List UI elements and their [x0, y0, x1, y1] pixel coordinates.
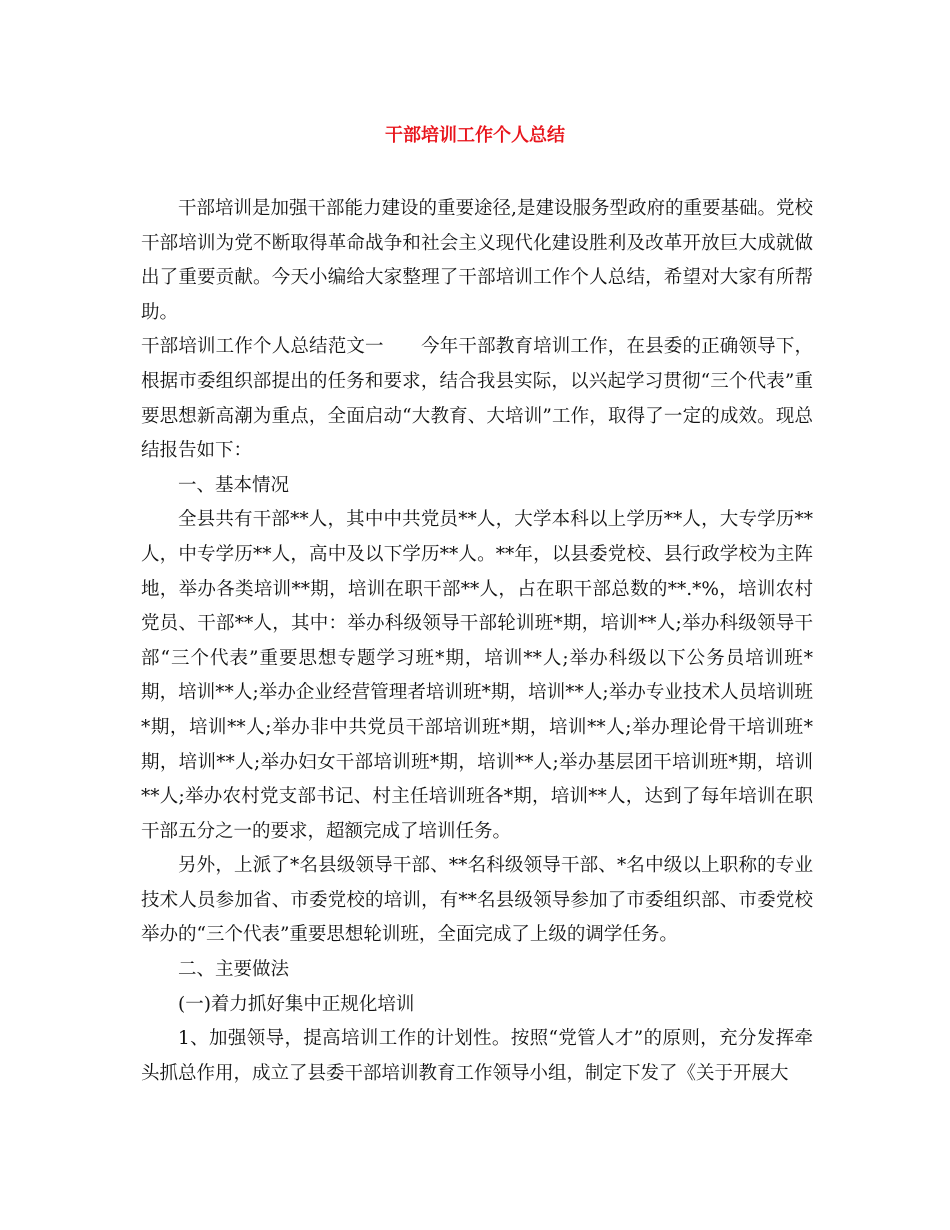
leadership-paragraph: 1、加强领导，提高培训工作的计划性。按照“党管人才”的原则，充分发挥牵头抓总作用，成立了县委干部培训教育工作领导小组，制定下发了《关于开展大: [141, 1028, 813, 1084]
document-body: [141, 192, 813, 1091]
sample-heading-paragraph: 干部培训工作个人总结范文一 今年干部教育培训工作，在县委的正确领导下，根据市委组织部提出的任务和要求，结合我县实际，以兴起学习贯彻“三个代表”重要思想新高潮为重点，全面启动“大教育、大培训”工作，取得了一定的成效。现总结报告如下：: [141, 336, 813, 462]
basic-situation-paragraph: 全县共有干部**人，其中中共党员**人，大学本科以上学历**人，大专学历**人，中专学历**人，高中及以下学历**人。**年，以县委党校、县行政学校为主阵地，举办各类培训**期，培训在职干部**人，占在职干部总数的**.*%，培训农村党员、干部**人，其中：举办科级领导干部轮训班*期，培训**人;举办科级领导干部“三个代表”重要思想专题学习班*期，培训**人;举办科级以下公务员培训班*期，培训**人;举办企业经营管理者培训班*期，培训**人;举办专业技术人员培训班*期，培训**人;举办非中共党员干部培训班*期，培训**人;举办理论骨干培训班*期，培训**人;举办妇女干部培训班*期，培训**人;举办基层团干培训班*期，培训**人;举办农村党支部书记、村主任培训班各*期，培训**人，达到了每年培训在职干部五分之一的要求，超额完成了培训任务。: [141, 509, 813, 842]
subheading-centralized-training: (一)着力抓好集中正规化培训: [178, 993, 415, 1015]
intro-paragraph: 干部培训是加强干部能力建设的重要途径,是建设服务型政府的重要基础。党校干部培训为党不断取得革命战争和社会主义现代化建设胜利及改革开放巨大成就做出了重要贡献。今天小编给大家整理了干部培训工作个人总结，希望对大家有所帮助。: [141, 198, 813, 323]
section-heading-main-methods: 二、主要做法: [178, 959, 290, 981]
additional-training-paragraph: 另外，上派了*名县级领导干部、**名科级领导干部、*名中级以上职称的专业技术人员参加省、市委党校的培训，有**名县级领导参加了市委组织部、市委党校举办的“三个代表”重要思想轮训班，全面完成了上级的调学任务。: [141, 855, 813, 946]
section-heading-basic-situation: 一、基本情况: [178, 474, 290, 496]
document-title: 干部培训工作个人总结: [385, 125, 565, 146]
